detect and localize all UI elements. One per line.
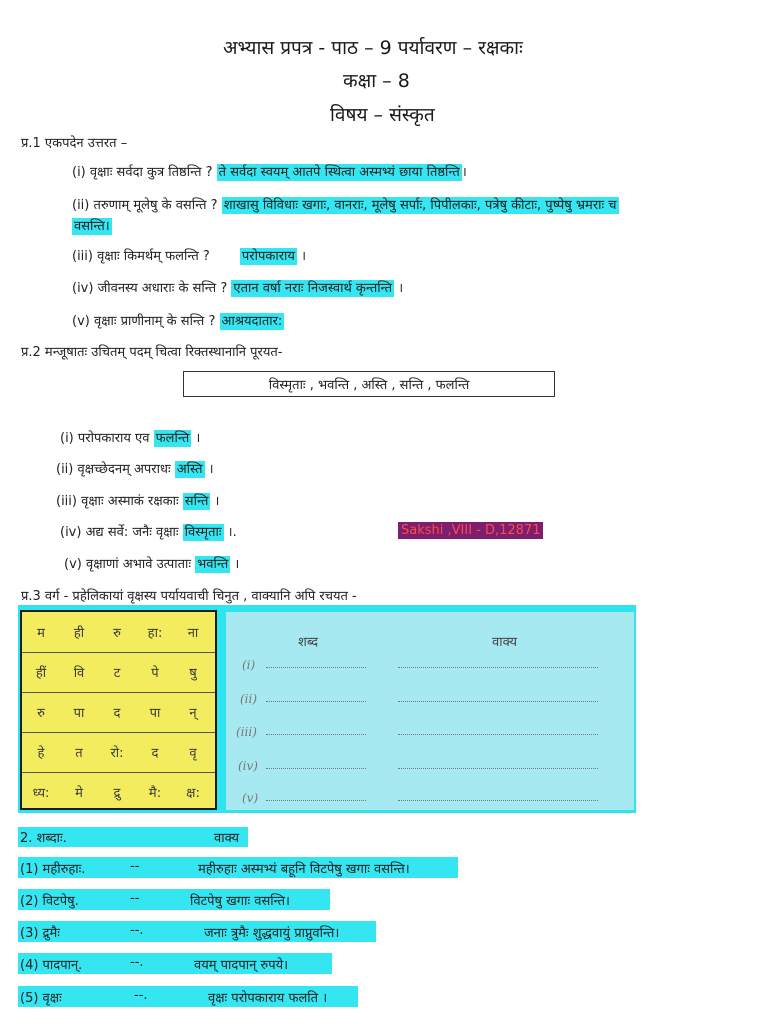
grid-cell: वि [73, 666, 85, 681]
panel-row-label: (iv) [238, 759, 258, 773]
panel-row-label: (ii) [240, 692, 258, 706]
q2-item-5: (v) वृक्षाणां अभावे उत्पाताः भवन्ति । [64, 557, 240, 572]
grid-cell: पा [149, 706, 161, 721]
dotted-line [266, 800, 366, 801]
subject-label: विषय – संस्कृत [330, 104, 435, 126]
q1-answer: ते सर्वदा स्वयम् आतपे स्थित्वा अस्मभ्यं छाया तिष्ठन्ति [218, 165, 460, 180]
q1-item-2 [72, 195, 619, 213]
dotted-line [266, 734, 366, 735]
grid-cell: हे [37, 746, 45, 761]
dotted-line [266, 768, 366, 769]
word-box: विस्मृताः , भवन्ति , अस्ति , सन्ति , फलन्ति [183, 371, 555, 397]
answers-header: 2. शब्दाः. वाक्य [18, 827, 248, 847]
q2-item-3: (iii) वृक्षाः अस्माकं रक्षकाः सन्ति । [56, 494, 220, 509]
q2-answer: भवन्ति [197, 557, 229, 572]
answer-row: (5) वृक्षः --. वृक्षः परोपकाराय फलति । [18, 986, 358, 1007]
q2-answer: अस्ति [176, 462, 203, 477]
grid-cell: ध्य: [32, 786, 50, 801]
grid-cell: द [113, 706, 121, 721]
q1-item-3: (iii) वृक्षाः किमर्थम् फलन्ति ? परोपकाराय । [72, 249, 307, 264]
grid-cell: क्ष: [186, 786, 200, 801]
page-title: अभ्यास प्रपत्र - पाठ – 9 पर्यावरण – रक्षकाः [223, 37, 523, 59]
answer-panel [226, 612, 634, 810]
q1-answer-cont: वसन्ति। [74, 219, 110, 234]
grid-cell: रु [113, 626, 121, 641]
q2-answer: फलन्ति [155, 431, 190, 446]
grid-cell: षु [189, 666, 197, 681]
grid-cell: न् [189, 706, 197, 721]
grid-cell: पा [73, 706, 85, 721]
q1-question: (v) वृक्षाः प्राणीनाम् के सन्ति ? [72, 314, 216, 329]
grid-cell: ना [187, 626, 199, 641]
q1-question: (ii) तरुणाम् मूलेषु के वसन्ति ? [72, 198, 218, 213]
grid-cell: रु [37, 706, 45, 721]
dotted-line [398, 800, 598, 801]
student-stamp: Sakshi ,VIII - D,12871 [398, 522, 543, 539]
answer-row: (3) द्रुमैः --. जनाः त्रुमैः शुद्धवायुं प्राप्नुवन्ति। [18, 921, 376, 942]
dotted-line [398, 768, 598, 769]
answer-row: (2) विटपेषु. -- विटपेषु खगाः वसन्ति। [18, 889, 330, 910]
grid-cell: हीं [35, 666, 47, 681]
q1-answer: आश्रयदातार: [221, 314, 283, 329]
q1-answer: परोपकाराय [241, 249, 295, 264]
q1-question: (iv) जीवनस्य अधाराः के सन्ति ? [72, 281, 228, 296]
q1-answer: शाखासु विविधाः खगाः, वानराः, मूलेषु सर्पाः, पिपीलकाः, पत्रेषु कीटाः, पुष्पेषु भ्रमराः च [223, 198, 617, 213]
q1-item-4: (iv) जीवनस्य अधाराः के सन्ति ? एतान वर्षा नराः निजस्वार्थ कृन्तन्ति । [72, 281, 404, 296]
q2-item-2: (ii) वृक्षच्छेदनम् अपराधः अस्ति । [56, 462, 214, 477]
panel-col-word: शब्द [298, 635, 319, 650]
dotted-line [398, 667, 598, 668]
grid-cell: मे [75, 786, 83, 801]
q1-question: (iii) वृक्षाः किमर्थम् फलन्ति ? [72, 249, 210, 264]
q2-answer: विस्मृताः [184, 525, 222, 540]
grid-cell: द्रु [113, 786, 121, 801]
q2-item-4: (iv) अद्य सर्वे: जनैः वृक्षाः विस्मृताः ।. [60, 525, 237, 540]
word-puzzle-grid [20, 610, 217, 810]
q1-question: (i) वृक्षाः सर्वदा कुत्र तिष्ठन्ति ? [72, 165, 213, 180]
grid-cell: म [37, 626, 45, 641]
dotted-line [266, 667, 366, 668]
q1-item-2-cont [72, 216, 112, 234]
q1-item-5 [72, 311, 284, 329]
dotted-line [398, 701, 598, 702]
grid-cell: त [75, 746, 83, 761]
panel-col-sentence: वाक्य [492, 635, 518, 650]
grid-cell: मै: [148, 786, 162, 801]
q2-heading: प्र.2 मन्जूषातः उचितम् पदम् चित्वा रिक्तस्थानानि पूरयत- [21, 345, 283, 360]
grid-cell: वृ [189, 746, 197, 761]
q2-answer: सन्ति [184, 494, 209, 509]
grid-cell: पे [151, 666, 159, 681]
q1-item-1: (i) वृक्षाः सर्वदा कुत्र तिष्ठन्ति ? ते सर्वदा स्वयम् आतपे स्थित्वा अस्मभ्यं छाया तिष्ठन्ति । [72, 165, 467, 180]
dotted-line [398, 734, 598, 735]
grid-row [22, 652, 215, 693]
grid-cell: द [151, 746, 159, 761]
answer-row: (4) पादपान्. --. वयम् पादपान् रुपये। [18, 953, 332, 974]
grid-row [22, 772, 215, 812]
panel-row-label: (v) [242, 791, 259, 805]
q1-answer: एतान वर्षा नराः निजस्वार्थ कृन्तन्ति [233, 281, 393, 296]
grid-row [22, 612, 215, 653]
grid-cell: ट [113, 666, 121, 681]
grid-row [22, 692, 215, 733]
q3-heading: प्र.3 वर्ग - प्रहेलिकायां वृक्षस्य पर्यायवाची चिनुत , वाक्यानि अपि रचयत - [21, 589, 357, 604]
q1-heading: प्र.1 एकपदेन उत्तरत – [21, 136, 128, 151]
grid-row [22, 732, 215, 773]
class-label: कक्षा – 8 [343, 70, 410, 92]
panel-row-label: (iii) [236, 725, 257, 739]
grid-cell: हा: [147, 626, 163, 641]
panel-row-label: (i) [242, 658, 256, 672]
dotted-line [266, 701, 366, 702]
grid-cell: ही [73, 626, 85, 641]
q2-item-1: (i) परोपकाराय एव फलन्ति । [60, 431, 201, 446]
answer-row: (1) महीरुहाः. -- महीरुहाः अस्मभ्यं बहूनि विटपेषु खगाः वसन्ति। [18, 857, 458, 878]
grid-cell: रो: [110, 746, 124, 761]
